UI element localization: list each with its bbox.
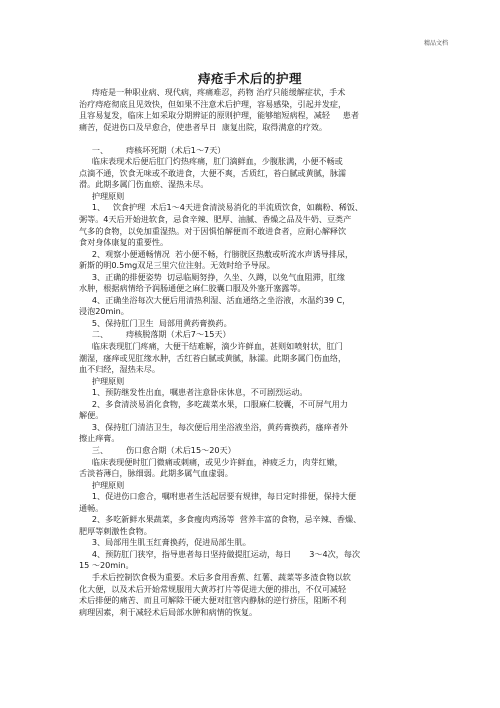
text-line: 临床表现肛门疼痛，大便干结难解，滴少许鲜血，甚则如喷射状，肛门 (79, 341, 343, 352)
text-line: 痛苦，促进伤口及早愈合，使患者早日 康复出院，取得满意的疗效。 (79, 121, 327, 132)
text-line: 术后排便的痛苦、而且可解除干硬大便对肛管内静脉的逆行挤压，阻断不利 (79, 595, 347, 606)
text-line: 擦止痒膏。 (79, 433, 120, 444)
text-line: 1、促进伤口愈合，嘱咐患者生活起居要有规律，每日定时排便，保持大便 (79, 491, 357, 502)
text-line: 2、多食清淡易消化食物，多吃蔬菜水果，口服麻仁胶囊，不可屏气用力 (79, 398, 348, 409)
section-heading: 三、 伤口愈合期（术后15～20天） (79, 444, 236, 455)
text-line: 浸泡20min。 (79, 306, 129, 317)
text-line: 临床表现便时肛门微痛或刺痛，或见少许鲜血，神疲乏力，肉芽红嫩， (79, 456, 343, 467)
text-line: 4、预防肛门狭窄，指导患者每日坚持做提肛运动，每日 3～4次，每次 (79, 548, 361, 559)
text-line: 食对身体康复的重要性。 (79, 237, 169, 248)
text-line: 解便。 (79, 410, 104, 421)
text-line: 潮湿，瘙痒或见肛缘水肿，舌红苔白腻或黄腻，脉濡。此期多属门伤血络， (79, 352, 347, 363)
watermark-label: 精品文档 (423, 40, 448, 47)
subheading: 护理原则 (79, 190, 125, 201)
text-line: 水肿，根据病情给予润肠通便之麻仁胶囊口服及外塞开塞露等。 (79, 283, 306, 294)
text-line: 化大便，以及术后开始常规服用大黄苏打片等促进大便的排出，不仅可减轻 (79, 583, 347, 594)
document-body (79, 87, 424, 618)
text-line: 血不归经，湿热未尽。 (79, 364, 160, 375)
blank-line (79, 133, 424, 145)
text-line: 3、局部用生肌玉红膏换药，促进局部生肌。 (79, 537, 251, 548)
text-line: 3、正确的排便姿势 切忌临厕努挣，久坐、久蹲，以免气血阻滞，肛缘 (79, 271, 345, 282)
text-line: 气多的食物，以免加重湿热。对于因惧怕解便而不敢进食者，应耐心解释饮 (79, 225, 347, 236)
text-line: 5、保持肛门卫生 局部用黄药膏换药。 (79, 317, 232, 328)
text-line: 点滴不通，饮食无味或不敢进食，大便不爽，舌质红，苔白腻或黄腻，脉濡 (79, 167, 347, 178)
text-line: 痔疮是一种职业病、现代病，疼痛难忍，药物 治疗只能缓解症状，手术 (79, 87, 346, 97)
text-line: 病理因素，利于减轻术后局部水肿和病情的恢复。 (79, 606, 258, 617)
text-line: 舌淡苔薄白，脉细弱。此期多属气血虚弱。 (79, 468, 233, 479)
text-line: 临床表现术后便后肛门灼热疼痛，肛门滴鲜血，少腹胀满，小便不畅或 (79, 156, 343, 167)
text-line: 肥厚等刺激性食物。 (79, 525, 152, 536)
text-line: 3、保持肛门清洁卫生，每次便后用坐浴液坐浴，黄药膏换药，瘙痒者外 (79, 421, 348, 432)
text-line: 2、多吃新鲜水果蔬菜，多食瘦肉鸡汤等 营养丰富的食物，忌辛辣、香燥、 (79, 514, 362, 525)
text-line: 新斯的明0.5mg双足三里穴位注射。无效时给予导尿。 (79, 260, 275, 271)
text-line: 2、观察小便通畅情况 若小便不畅，行膀胱区热敷或听流水声诱导排尿， (79, 248, 354, 259)
section-heading: 二、 痔核脱落期（术后7～15天） (79, 329, 231, 340)
text-line: 治疗痔疮彻底且见效快，但如果不注意术后护理，容易感染，引起并发症， (79, 98, 347, 109)
text-line: 且容易复发，临床上如采取分期辨证的原则护理，能够缩短病程，减轻 患者 (79, 110, 359, 121)
subheading: 护理原则 (79, 375, 125, 386)
text-line: 粥等。4天后开始进软食，忌食辛辣、肥厚、油腻、香燥之品及牛奶、豆类产 (79, 214, 352, 225)
text-line: 1、 饮食护理 术后1～4天进食清淡易消化的半流质饮食，如藕粉、稀饭、 (79, 202, 363, 213)
document-title: 痔疮手术后的护理 (197, 71, 302, 86)
text-line: 通畅。 (79, 502, 104, 513)
text-line: 手术后控制饮食极为重要。术后多食用香蕉、红薯、蔬菜等多渣食物以软 (79, 571, 351, 582)
text-line: 4、正确坐浴每次大便后用清热利湿、活血通络之坐浴液，水温约39 C， (79, 294, 351, 305)
text-line: 滑。此期多属门伤血瘀、湿热未尽。 (79, 179, 209, 190)
text-line: 15 ～20min。 (79, 560, 134, 571)
text-line: 1、预防继发性出血，嘱患者注意卧床休息，不可剧烈运动。 (79, 387, 308, 398)
section-heading: 一、 痔核坏死期（术后1～7天） (79, 144, 226, 155)
subheading: 护理原则 (79, 479, 125, 490)
